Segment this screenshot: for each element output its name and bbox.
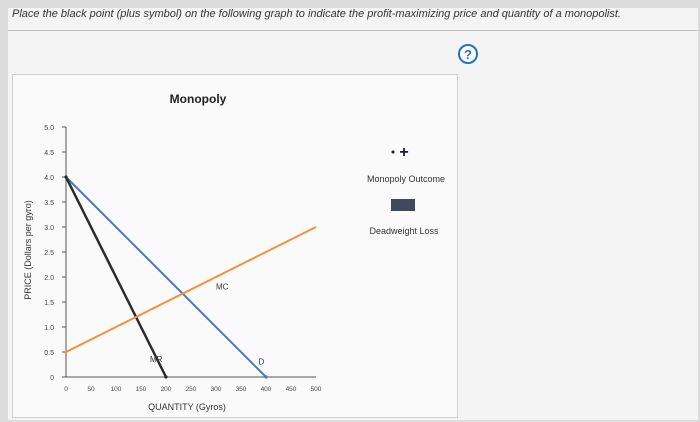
deadweight-loss-tool[interactable] — [369, 199, 439, 236]
x-tick-label: 450 — [285, 386, 297, 393]
curve-label-mc: MC — [216, 282, 229, 292]
y-tick-label: 0.5 — [44, 350, 54, 357]
curves — [64, 175, 316, 378]
x-axis-label: QUANTITY (Gyros) — [148, 402, 226, 412]
y-tick-label: 0 — [50, 375, 54, 382]
curve-endpoint — [264, 375, 267, 378]
curve-endpoint — [64, 350, 67, 353]
plus-icon[interactable]: + — [399, 144, 409, 161]
help-icon-label: ? — [464, 46, 472, 62]
monopoly-outcome-label: Monopoly Outcome — [366, 174, 446, 184]
y-tick-label: 4.0 — [44, 175, 54, 182]
curve-endpoint — [64, 175, 67, 178]
y-tick-label: 1.5 — [44, 300, 54, 307]
deadweight-loss-label: Deadweight Loss — [369, 226, 439, 236]
monopoly-outcome-tool[interactable] — [367, 144, 445, 184]
curve-d[interactable] — [66, 177, 266, 377]
plus-icon-dot — [392, 151, 395, 154]
curve-label-mr: MR — [150, 355, 163, 364]
curve-mr[interactable] — [66, 177, 166, 377]
y-tick-label: 4.5 — [44, 150, 54, 157]
graph-panel[interactable] — [12, 74, 458, 418]
y-tick-label: 5.0 — [44, 125, 54, 132]
y-tick-label: 3.5 — [44, 200, 54, 207]
x-tick-label: 350 — [235, 386, 247, 393]
x-tick-label: 0 — [64, 386, 68, 393]
x-tick-label: 500 — [310, 386, 322, 393]
x-tick-label: 250 — [185, 386, 197, 393]
x-tick-label: 150 — [135, 386, 147, 393]
x-tick-label: 400 — [260, 386, 272, 393]
chart-title: Monopoly — [169, 92, 227, 106]
y-axis-label: PRICE (Dollars per gyro) — [23, 200, 33, 300]
help-icon[interactable] — [458, 44, 478, 64]
curve-endpoint — [164, 375, 167, 378]
curve-mc[interactable] — [66, 227, 316, 352]
divider — [8, 30, 698, 31]
y-tick-label: 2.5 — [44, 250, 54, 257]
x-tick-label: 50 — [87, 386, 95, 393]
shaded-box-icon[interactable] — [391, 199, 415, 211]
instruction-text: Place the black point (plus symbol) on the following graph to indicate the profit-maximizing price and quantity of a monopolist. — [12, 8, 621, 20]
x-tick-label: 100 — [110, 386, 122, 393]
y-tick-label: 2.0 — [44, 275, 54, 282]
x-tick-label: 200 — [160, 386, 172, 393]
curve-label-d: D — [258, 357, 265, 367]
x-tick-label: 300 — [210, 386, 222, 393]
graph-svg[interactable] — [13, 75, 457, 417]
y-tick-label: 1.0 — [44, 325, 54, 332]
y-tick-label: 3.0 — [44, 225, 54, 232]
axis-ticks — [44, 125, 322, 393]
